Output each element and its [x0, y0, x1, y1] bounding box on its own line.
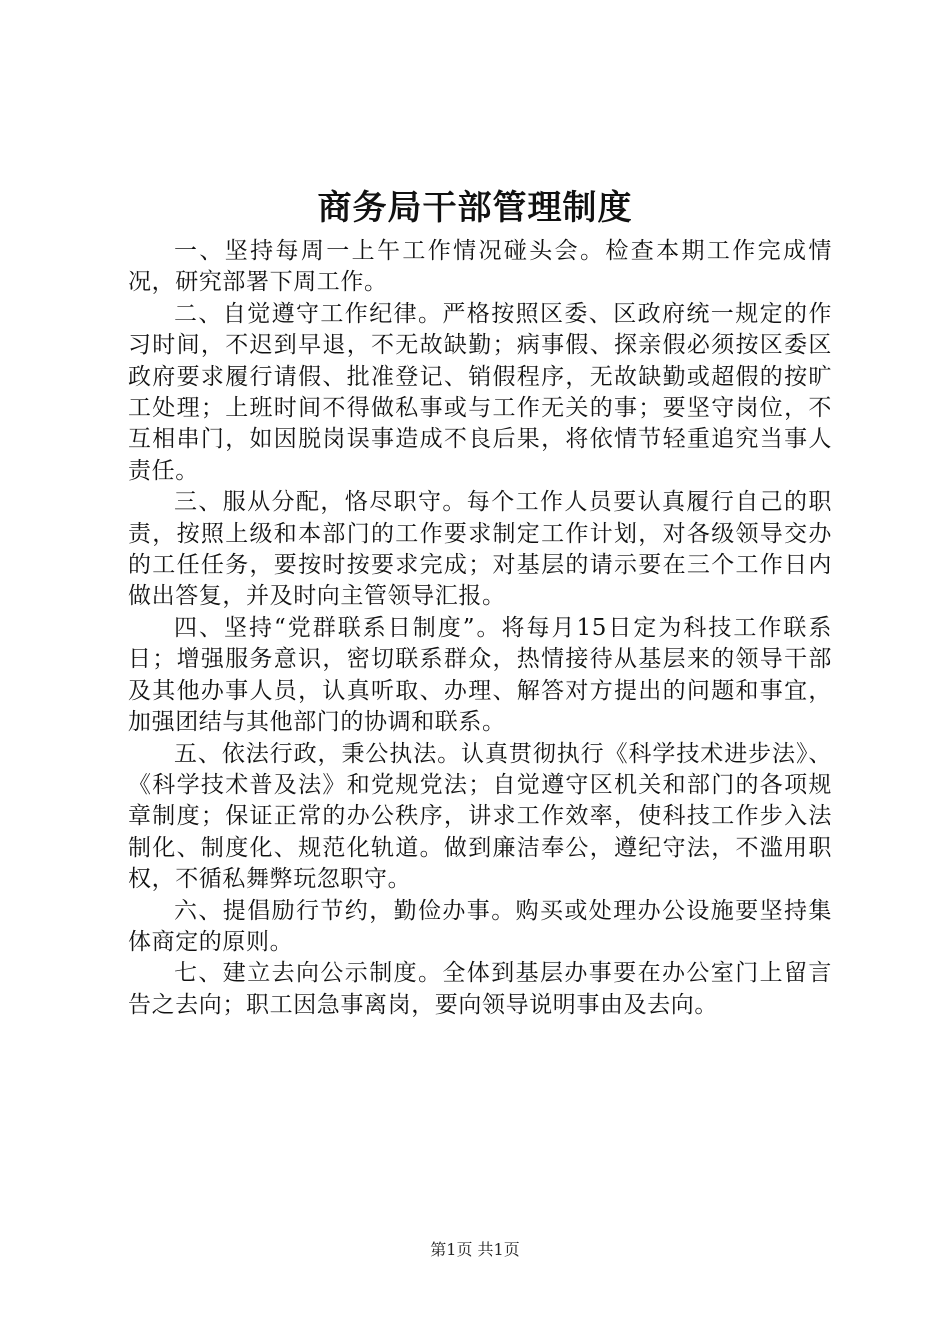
- paragraph-2: 二、自觉遵守工作纪律。严格按照区委、区政府统一规定的作习时间，不迟到早退，不无故缺勤；病事假、探亲假必须按区委区政府要求履行请假、批准登记、销假程序，无故缺勤或超假的按旷工处理；上班时间不得做私事或与工作无关的事；要坚守岗位，不互相串门，如因脱岗误事造成不良后果，将依情节轻重追究当事人责任。: [128, 300, 832, 484]
- page-footer: 第1页 共1页: [430, 1240, 520, 1259]
- paragraph-1: 一、坚持每周一上午工作情况碰头会。检查本期工作完成情况，研究部署下周工作。: [128, 238, 832, 296]
- paragraph-6: 六、提倡励行节约，勤俭办事。购买或处理办公设施要坚持集体商定的原则。: [128, 897, 832, 955]
- paragraph-3: 三、服从分配，恪尽职守。每个工作人员要认真履行自己的职责，按照上级和本部门的工作要求制定工作计划，对各级领导交办的工任任务，要按时按要求完成；对基层的请示要在三个工作日内做出答复，并及时向主管领导汇报。: [128, 489, 832, 610]
- document-title: 商务局干部管理制度: [317, 188, 633, 228]
- document-body: [128, 236, 832, 1021]
- paragraph-7: 七、建立去向公示制度。全体到基层办事要在办公室门上留言告之去向；职工因急事离岗，要向领导说明事由及去向。: [128, 960, 832, 1018]
- paragraph-5: 五、依法行政，秉公执法。认真贯彻执行《科学技术进步法》、《科学技术普及法》和党规党法；自觉遵守区机关和部门的各项规章制度；保证正常的办公秩序，讲求工作效率，使科技工作步入法制化、制度化、规范化轨道。做到廉洁奉公，遵纪守法，不滥用职权，不循私舞弊玩忽职守。: [128, 740, 832, 893]
- paragraph-4: 四、坚持“党群联系日制度”。将每月15日定为科技工作联系日；增强服务意识，密切联系群众，热情接待从基层来的领导干部及其他办事人员，认真听取、办理、解答对方提出的问题和事宜，加强团结与其他部门的协调和联系。: [128, 614, 832, 736]
